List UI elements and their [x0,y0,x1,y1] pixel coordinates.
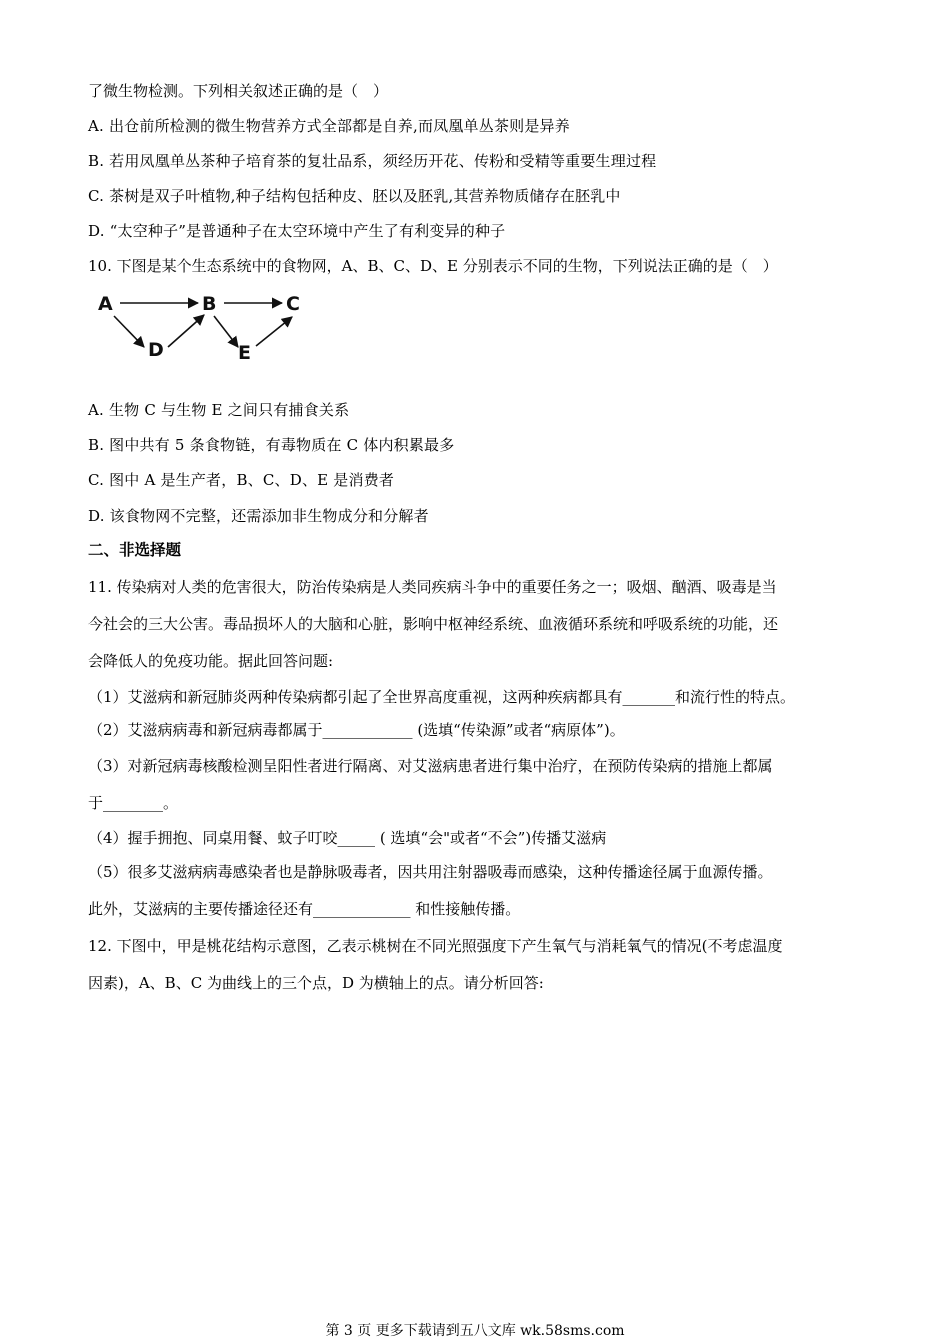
arrow-a-d [114,316,144,347]
node-a: A [98,293,113,315]
q9-option-b: B. 若用凤凰单丛茶种子培育茶的复壮品系，须经历开花、传粉和受精等重要生理过程 [88,152,657,170]
q11-item-3: （3）对新冠病毒核酸检测呈阳性者进行隔离、对艾滋病患者进行集中治疗，在预防传染病的措施上都属 [88,757,773,775]
arrow-d-b [168,315,204,347]
q11-item-4: （4）握手拥抱、同桌用餐、蚊子叮咬_____ ( 选填“会"或者“不会”)传播艾滋病 [88,829,607,847]
q11-item-5: （5）很多艾滋病病毒感染者也是静脉吸毒者，因共用注射器吸毒而感染，这种传播途径属于血源传播。 [88,863,773,881]
q10-option-a: A. 生物 C 与生物 E 之间只有捕食关系 [88,401,350,419]
q11-stem-line-2: 今社会的三大公害。毒品损坏人的大脑和心脏，影响中枢神经系统、血液循环系统和呼吸系统的功能，还 [88,615,779,633]
q11-item-5-cont: 此外，艾滋病的主要传播途径还有_____________ 和性接触传播。 [88,900,521,918]
page-footer: 第 3 页 更多下载请到五八文库 wk.58sms.com [325,1323,625,1339]
food-web-diagram [96,286,306,366]
arrow-e-c [256,317,292,346]
q11-stem-line-1: 11. 传染病对人类的危害很大，防治传染病是人类同疾病斗争中的重要任务之一；吸烟、酗酒、吸毒是当 [88,578,777,596]
node-e: E [238,342,251,364]
q9-stem-end: 了微生物检测。下列相关叙述正确的是（ ） [88,82,389,100]
q11-stem-line-3: 会降低人的免疫功能。据此回答问题: [88,652,334,670]
q10-option-c: C. 图中 A 是生产者，B、C、D、E 是消费者 [88,471,395,489]
q11-item-2: （2）艾滋病病毒和新冠病毒都属于____________ (选填“传染源”或者“病原体”)。 [88,721,625,739]
q10-option-b: B. 图中共有 5 条食物链，有毒物质在 C 体内积累最多 [88,436,455,454]
node-d: D [148,339,164,361]
q9-option-a: A. 出仓前所检测的微生物营养方式全部都是自养,而凤凰单丛茶则是异养 [88,117,570,135]
section-heading: 二、非选择题 [88,541,182,559]
q11-item-1: （1）艾滋病和新冠肺炎两种传染病都引起了全世界高度重视，这两种疾病都具有_______和流行性的特点。 [88,688,796,706]
q12-stem-line-2: 因素)，A、B、C 为曲线上的三个点，D 为横轴上的点。请分析回答: [88,974,544,992]
node-c: C [286,293,300,315]
q12-stem-line-1: 12. 下图中，甲是桃花结构示意图，乙表示桃树在不同光照强度下产生氧气与消耗氧气的情况(不考虑温度 [88,937,783,955]
q11-item-3-cont: 于________。 [88,794,179,812]
q10-option-d: D. 该食物网不完整，还需添加非生物成分和分解者 [88,507,429,525]
arrow-b-e [214,316,238,347]
node-b: B [202,293,217,315]
q9-option-d: D. “太空种子”是普通种子在太空环境中产生了有利变异的种子 [88,222,506,240]
q9-option-c: C. 茶树是双子叶植物,种子结构包括种皮、胚以及胚乳,其营养物质储存在胚乳中 [88,187,621,205]
q10-stem: 10. 下图是某个生态系统中的食物网，A、B、C、D、E 分别表示不同的生物，下列说法正确的是（ ） [88,257,778,275]
